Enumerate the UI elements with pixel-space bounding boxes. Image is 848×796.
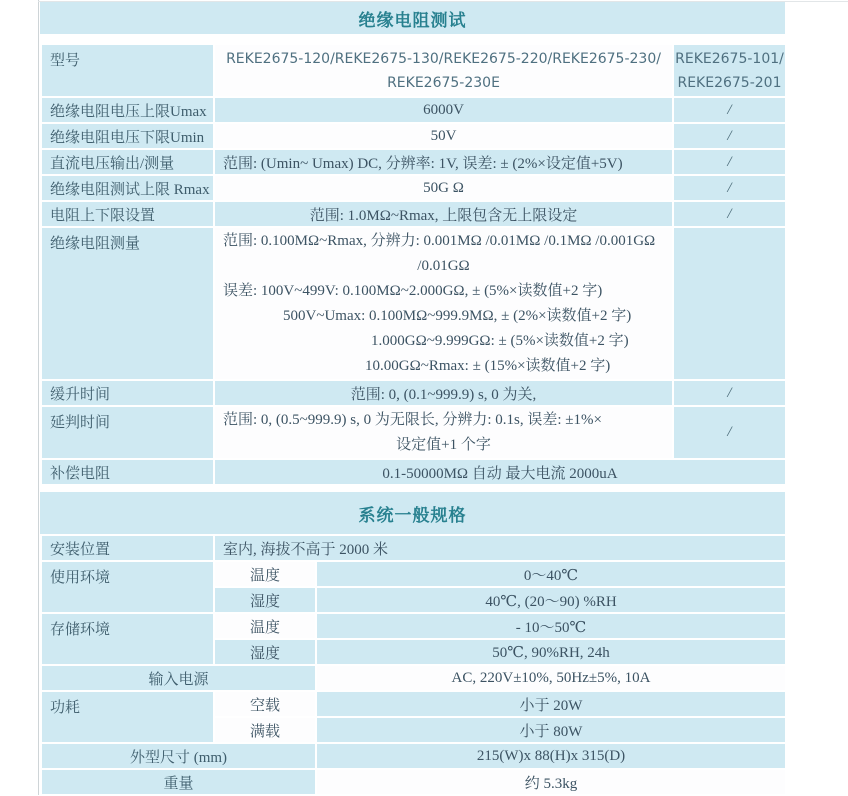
compensation-value: 0.1-50000MΩ 自动 最大电流 2000uA <box>214 459 786 485</box>
umax-label: 绝缘电阻电压上限Umax <box>41 97 214 123</box>
limit-setting-value: 范围: 1.0MΩ~Rmax, 上限包含无上限设定 <box>214 201 673 227</box>
model-right-line1: REKE2675-101/ <box>675 50 784 67</box>
general-table <box>40 534 787 796</box>
dimensions-value: 215(W)x 88(H)x 315(D) <box>316 743 786 769</box>
general-title-bar <box>40 492 785 534</box>
install-location-label: 安装位置 <box>41 535 214 561</box>
row-umin <box>41 123 786 149</box>
consumption-noload-label: 空载 <box>214 691 316 717</box>
row-dimensions <box>41 743 786 769</box>
use-env-label: 使用环境 <box>41 561 214 613</box>
rmax-value: 50G Ω <box>214 175 673 201</box>
model-label: 型号 <box>41 44 214 97</box>
measurement-line4: 500V~Umax: 0.100MΩ~999.9MΩ, ± (2%×读数值+2 字) <box>283 308 632 324</box>
rmax-na: / <box>673 175 786 201</box>
delay-time-na: / <box>673 406 786 459</box>
measurement-line1: 范围: 0.100MΩ~Rmax, 分辨力: 0.001MΩ /0.01MΩ /0.1MΩ /0.001GΩ <box>223 233 656 249</box>
use-env-humidity-label: 湿度 <box>214 587 316 613</box>
weight-value: 约 5.3kg <box>316 769 786 795</box>
insulation-title: 绝缘电阻测试 <box>358 10 467 31</box>
row-consumption-noload <box>41 691 786 717</box>
row-delay-time <box>41 406 786 459</box>
insulation-table <box>40 43 787 486</box>
use-env-temp-value: 0～40℃ <box>316 561 786 587</box>
power-input-label: 输入电源 <box>41 665 316 691</box>
measurement-line2: /0.01GΩ <box>417 258 470 274</box>
rmax-label: 绝缘电阻测试上限 Rmax <box>41 175 214 201</box>
model-value-line1: REKE2675-120/REKE2675-130/REKE2675-220/REKE2675-230/ <box>226 50 661 67</box>
measurement-line6: 10.00GΩ~Rmax: ± (15%×读数值+2 字) <box>365 358 611 374</box>
delay-time-value-cell <box>214 406 673 459</box>
delay-time-label: 延判时间 <box>41 406 214 459</box>
row-use-env-temp <box>41 561 786 587</box>
dc-output-value: 范围: (Umin~ Umax) DC, 分辨率: 1V, 误差: ± (2%×设定值+5V) <box>214 149 673 175</box>
row-compensation <box>41 459 786 485</box>
use-env-temp-label: 温度 <box>214 561 316 587</box>
store-env-humidity-label: 湿度 <box>214 639 316 665</box>
ramp-time-value: 范围: 0, (0.1~999.9) s, 0 为关, <box>214 380 673 406</box>
model-value-cell <box>214 44 673 97</box>
umax-value: 6000V <box>214 97 673 123</box>
insulation-title-bar <box>40 2 785 34</box>
row-umax <box>41 97 786 123</box>
compensation-label: 补偿电阻 <box>41 459 214 485</box>
measurement-value-cell <box>214 227 673 380</box>
ramp-time-label: 缓升时间 <box>41 380 214 406</box>
umin-na: / <box>673 123 786 149</box>
measurement-line3: 误差: 100V~499V: 0.100MΩ~2.000GΩ, ± (5%×读数值+2 字) <box>223 283 603 299</box>
row-dc-output <box>41 149 786 175</box>
model-right-line2: REKE2675-201 <box>677 74 782 91</box>
consumption-full-value: 小于 80W <box>316 717 786 743</box>
store-env-temp-value: - 10～50℃ <box>316 613 786 639</box>
row-rmax <box>41 175 786 201</box>
measurement-label: 绝缘电阻测量 <box>41 227 214 380</box>
measurement-line5: 1.000GΩ~9.999GΩ: ± (5%×读数值+2 字) <box>371 333 629 349</box>
consumption-full-label: 满载 <box>214 717 316 743</box>
model-value-line2: REKE2675-230E <box>387 74 500 91</box>
umin-label: 绝缘电阻电压下限Umin <box>41 123 214 149</box>
row-weight <box>41 769 786 795</box>
use-env-humidity-value: 40℃, (20～90) %RH <box>316 587 786 613</box>
general-title: 系统一般规格 <box>358 505 467 526</box>
row-ramp-time <box>41 380 786 406</box>
row-limit-setting <box>41 201 786 227</box>
limit-setting-label: 电阻上下限设置 <box>41 201 214 227</box>
store-env-temp-label: 温度 <box>214 613 316 639</box>
row-model <box>41 44 786 97</box>
row-measurement <box>41 227 786 380</box>
umin-value: 50V <box>214 123 673 149</box>
store-env-humidity-value: 50℃, 90%RH, 24h <box>316 639 786 665</box>
scan-edge-left <box>38 0 39 795</box>
spec-sheet <box>40 2 785 796</box>
dc-output-label: 直流电压输出/测量 <box>41 149 214 175</box>
model-right-cell <box>673 44 786 97</box>
install-location-value: 室内, 海拔不高于 2000 米 <box>214 535 786 561</box>
consumption-noload-value: 小于 20W <box>316 691 786 717</box>
delay-time-line1: 范围: 0, (0.5~999.9) s, 0 为无限长, 分辨力: 0.1s, 误差: ±1%× <box>223 412 602 428</box>
measurement-na <box>673 227 786 380</box>
consumption-label: 功耗 <box>41 691 214 743</box>
weight-label: 重量 <box>41 769 316 795</box>
divider-gap <box>40 34 785 43</box>
row-install-location <box>41 535 786 561</box>
power-input-value: AC, 220V±10%, 50Hz±5%, 10A <box>316 665 786 691</box>
dc-output-na: / <box>673 149 786 175</box>
ramp-time-na: / <box>673 380 786 406</box>
dimensions-label: 外型尺寸 (mm) <box>41 743 316 769</box>
umax-na: / <box>673 97 786 123</box>
row-store-env-temp <box>41 613 786 639</box>
store-env-label: 存储环境 <box>41 613 214 665</box>
limit-setting-na: / <box>673 201 786 227</box>
row-power-input <box>41 665 786 691</box>
delay-time-line2: 设定值+1 个字 <box>396 437 491 453</box>
